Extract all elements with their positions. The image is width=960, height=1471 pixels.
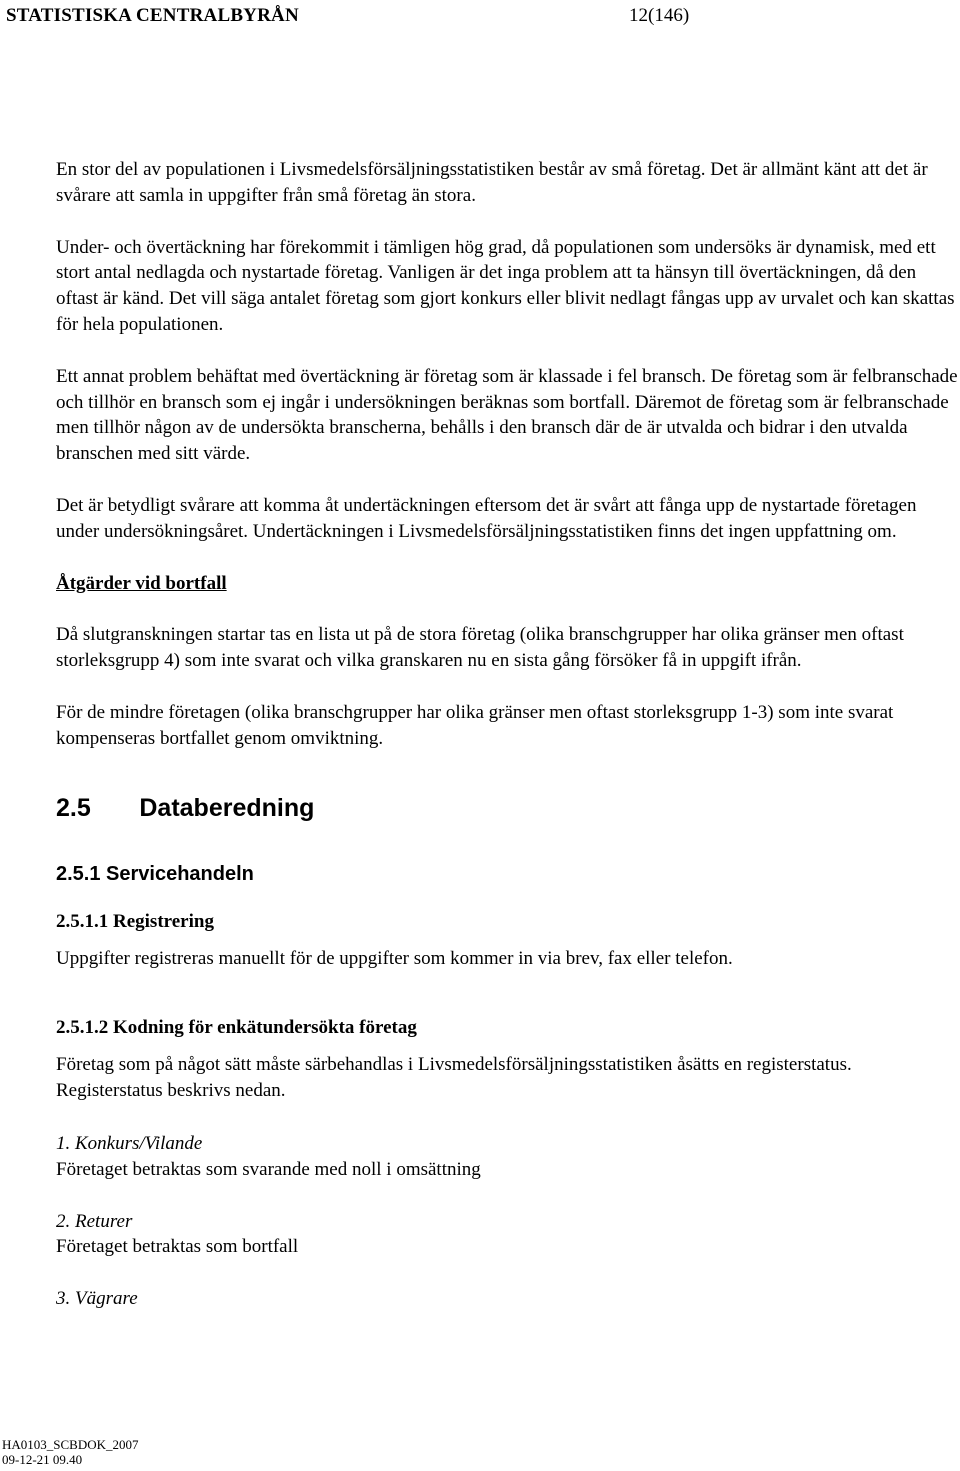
list-item	[56, 1131, 960, 1183]
section-heading-2-5-1: 2.5.1 Servicehandeln	[56, 862, 254, 885]
paragraph-population: En stor del av populationen i Livsmedelsförsäljningsstatistiken består av små företag. Det är allmänt känt att det är svårare att samla in uppgifter från små företag än stora.	[56, 159, 928, 206]
organization-name: STATISTISKA CENTRALBYRÅN	[6, 5, 299, 26]
section-heading-2-5-1-2: 2.5.1.2 Kodning för enkätundersökta företag	[56, 1017, 417, 1039]
list-item-title: 1. Konkurs/Vilande	[56, 1132, 203, 1154]
footer-date: 09-12-21 09.40	[2, 1452, 83, 1467]
paragraph-misclassification: Ett annat problem behäftat med övertäckning är företag som är klassade i fel bransch. De företag som är felbranschade och tillhör en bransch som ej ingår i undersökningen beräknas som bortfall. Däremot de företag som är felbranschade men tillhör någon av de undersökta branscherna, behålls i den bransch där de är utvalda och bidrar i den utvalda branschen med sitt värde.	[56, 365, 958, 465]
paragraph-registration: Uppgifter registreras manuellt för de uppgifter som kommer in via brev, fax eller telefon.	[56, 947, 733, 969]
paragraph-coding: Företag som på något sätt måste särbehandlas i Livsmedelsförsäljningsstatistiken åsätts en registerstatus. Registerstatus beskrivs nedan.	[56, 1054, 852, 1102]
footer-document-id: HA0103_SCBDOK_2007	[2, 1437, 139, 1452]
paragraph-final-review: Då slutgranskningen startar tas en lista ut på de stora företag (olika branschgrupper har olika gränser men oftast storleksgrupp 4) som inte svarat och vilka granskaren nu en sista gång försöker få in uppgift ifrån.	[56, 624, 904, 672]
heading-nonresponse-measures: Åtgärder vid bortfall	[56, 572, 227, 594]
list-item	[56, 1209, 960, 1261]
document-body	[56, 157, 960, 1338]
page-footer	[2, 1437, 139, 1467]
list-item	[56, 1286, 960, 1312]
page-number: 12(146)	[629, 5, 690, 26]
page-header	[6, 2, 746, 30]
list-item-title: 3. Vägrare	[56, 1288, 138, 1310]
section-heading-2-5-1-1: 2.5.1.1 Registrering	[56, 910, 214, 932]
list-item-text: Företaget betraktas som svarande med noll i omsättning	[56, 1158, 481, 1180]
paragraph-undercoverage: Det är betydligt svårare att komma åt undertäckningen eftersom det är svårt att fånga upp de nystartade företagen under undersökningsåret. Undertäckningen i Livsmedelsförsäljningsstatistiken finns det ingen uppfattning om.	[56, 494, 917, 542]
section-heading-2-5: 2.5 Databeredning	[56, 793, 315, 822]
list-item-title: 2. Returer	[56, 1210, 133, 1232]
list-item-text: Företaget betraktas som bortfall	[56, 1236, 299, 1258]
paragraph-reweighting: För de mindre företagen (olika branschgrupper har olika gränser men oftast storleksgrupp 1-3) som inte svarat kompenseras bortfallet genom omviktning.	[56, 701, 894, 749]
paragraph-coverage: Under- och övertäckning har förekommit i tämligen hög grad, då populationen som undersöks är dynamisk, med ett stort antal nedlagda och nystartade företag. Vanligen är det inga problem att ta hänsyn till övertäckningen, då den oftast är känd. Det vill säga antalet företag som gjort konkurs eller blivit nedlagt fångas upp av urvalet och kan skattas för hela populationen.	[56, 236, 955, 335]
